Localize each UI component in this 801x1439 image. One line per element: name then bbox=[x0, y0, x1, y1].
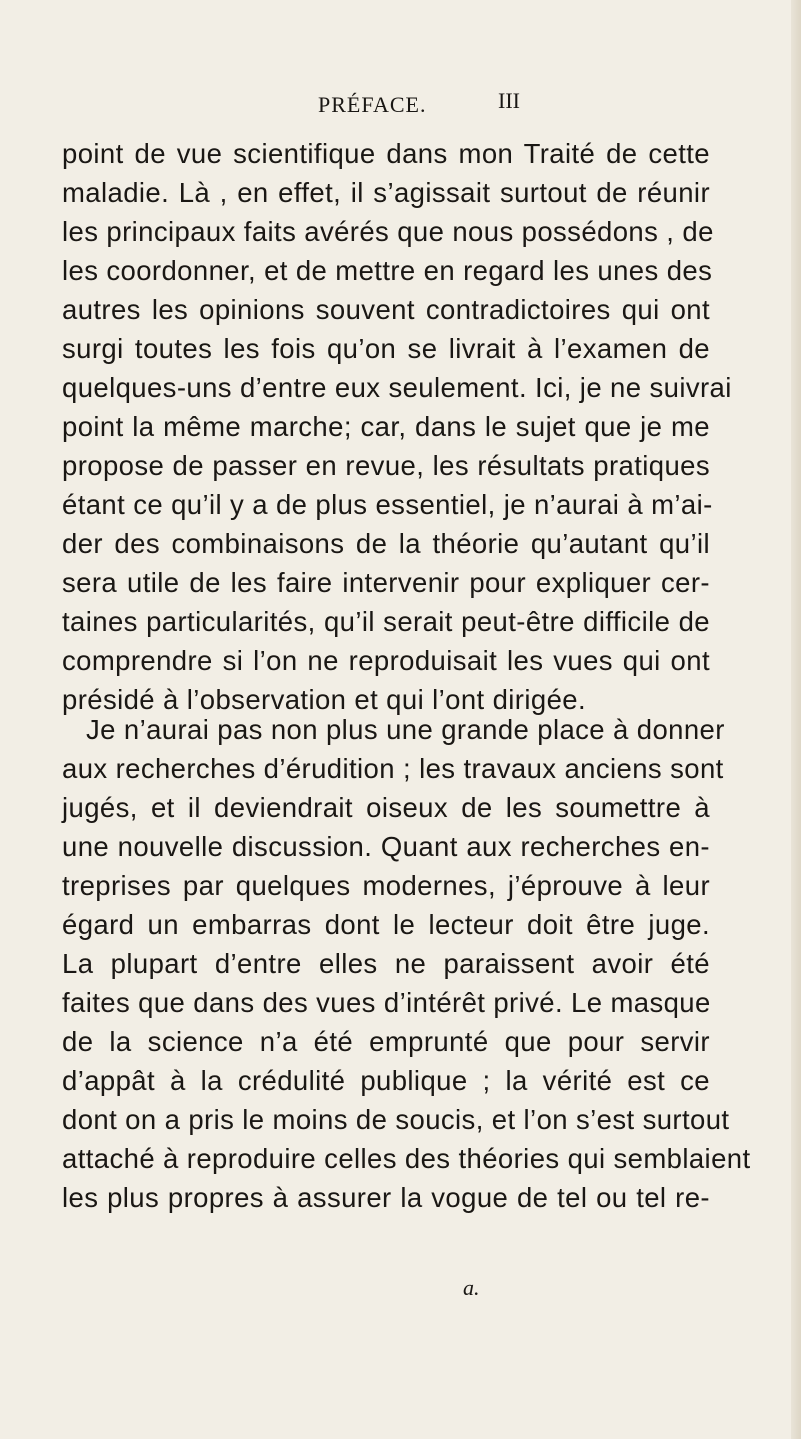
text-line: présidé à l’observation et qui l’ont dirigée. bbox=[62, 684, 586, 715]
text-line: aux recherches d’érudition ; les travaux anciens sont bbox=[62, 753, 724, 784]
text-line: comprendre si l’on ne reproduisait les vues qui ont bbox=[62, 645, 710, 676]
text-line: surgi toutes les fois qu’on se livrait à l’examen de bbox=[62, 333, 710, 364]
text-line: d’appât à la crédulité publique ; la vérité est ce bbox=[62, 1065, 710, 1096]
text-line: autres les opinions souvent contradictoires qui ont bbox=[62, 294, 710, 325]
text-line: étant ce qu’il y a de plus essentiel, je n’aurai à m’ai- bbox=[62, 489, 713, 520]
text-line: de la science n’a été emprunté que pour servir bbox=[62, 1026, 710, 1057]
text-line: propose de passer en revue, les résultats pratiques bbox=[62, 450, 710, 481]
text-line: point de vue scientifique dans mon Traité de cette bbox=[62, 138, 710, 169]
text-line: les plus propres à assurer la vogue de tel ou tel re- bbox=[62, 1182, 710, 1213]
page-number: III bbox=[498, 88, 520, 113]
text-line: treprises par quelques modernes, j’éprouve à leur bbox=[62, 870, 710, 901]
signature-mark: a. bbox=[463, 1275, 480, 1300]
text-line: les coordonner, et de mettre en regard les unes des bbox=[62, 255, 713, 286]
page-header bbox=[0, 88, 801, 128]
text-line: faites que dans des vues d’intérêt privé. Le masque bbox=[62, 987, 711, 1018]
text-line: les principaux faits avérés que nous possédons , de bbox=[62, 216, 714, 247]
text-line: Je n’aurai pas non plus une grande place à donner bbox=[86, 714, 725, 745]
paragraph-2 bbox=[62, 710, 751, 1217]
text-line: dont on a pris le moins de soucis, et l’on s’est surtout bbox=[62, 1104, 730, 1135]
paragraph-1 bbox=[62, 134, 732, 719]
text-line: La plupart d’entre elles ne paraissent avoir été bbox=[62, 948, 710, 979]
text-line: point la même marche; car, dans le sujet que je me bbox=[62, 411, 710, 442]
running-title: PRÉFACE. bbox=[318, 92, 427, 117]
text-line: quelques-uns d’entre eux seulement. Ici, je ne suivrai bbox=[62, 372, 732, 403]
page-edge-shadow bbox=[791, 0, 801, 1439]
text-line: jugés, et il deviendrait oiseux de les soumettre à bbox=[62, 792, 710, 823]
text-line: une nouvelle discussion. Quant aux recherches en- bbox=[62, 831, 710, 862]
text-line: égard un embarras dont le lecteur doit être juge. bbox=[62, 909, 710, 940]
text-line: maladie. Là , en effet, il s’agissait surtout de réunir bbox=[62, 177, 710, 208]
text-line: sera utile de les faire intervenir pour expliquer cer- bbox=[62, 567, 710, 598]
text-line: attaché à reproduire celles des théories qui semblaient bbox=[62, 1143, 751, 1174]
text-line: taines particularités, qu’il serait peut-être difficile de bbox=[62, 606, 710, 637]
text-line: der des combinaisons de la théorie qu’autant qu’il bbox=[62, 528, 710, 559]
